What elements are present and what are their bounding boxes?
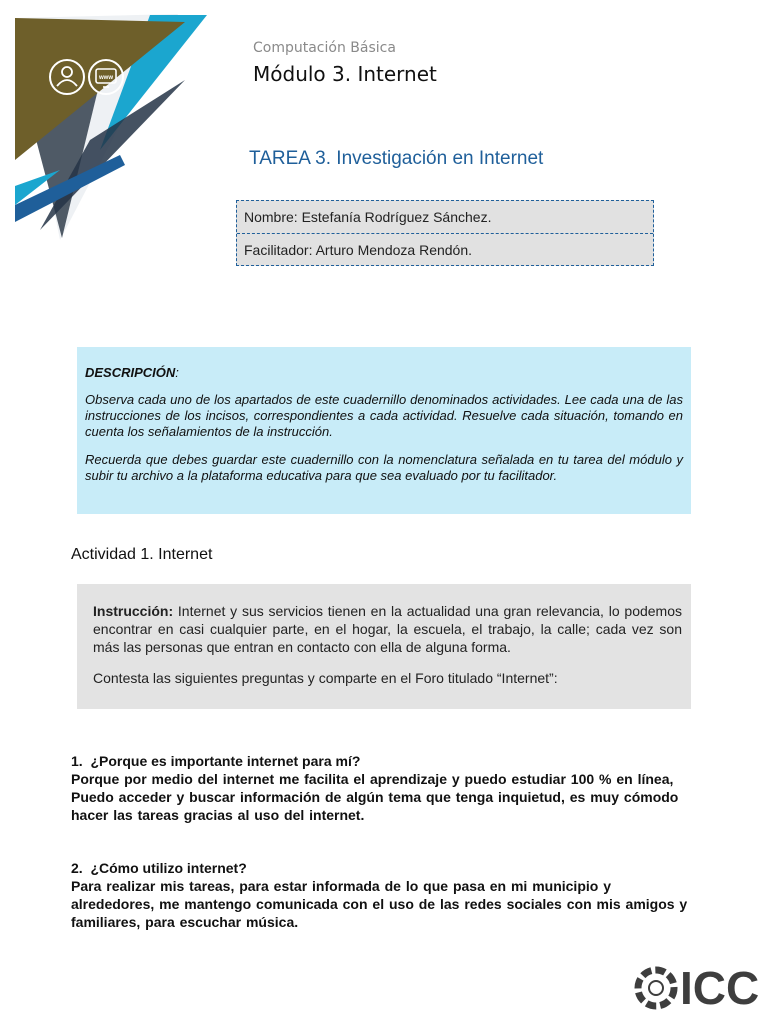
instruction-text: Internet y sus servicios tienen en la actualidad una gran relevancia, lo podemos encontrar en casi cualquier parte, en el hogar, la escuela, el trabajo, la calle; cada vez son más las personas que entran en contacto con ella de alguna forma. <box>93 603 682 655</box>
instruction-paragraph-2: Contesta las siguientes preguntas y comparte en el Foro titulado “Internet”: <box>93 670 558 686</box>
question-answer-2 <box>71 859 693 931</box>
question-1: 1. ¿Porque es importante internet para mí? <box>71 753 361 769</box>
instruction-paragraph <box>93 602 682 656</box>
icc-logo <box>634 964 759 1012</box>
description-heading-colon: : <box>175 365 179 380</box>
description-paragraph-2: Recuerda que debes guardar este cuadernillo con la nomenclatura señalada en tu tarea del módulo y subir tu archivo a la plataforma educativa para que sea evaluado por tu facilitador. <box>85 452 683 483</box>
description-heading-text: DESCRIPCIÓN <box>85 365 176 380</box>
question-2: 2. ¿Cómo utilizo internet? <box>71 860 247 876</box>
www-text: www <box>98 75 114 81</box>
activity-title: Actividad 1. Internet <box>71 546 213 563</box>
module-title: Módulo 3. Internet <box>253 62 437 86</box>
icc-logo-mark <box>638 970 674 1006</box>
student-info-box <box>236 200 654 266</box>
question-answer-1 <box>71 752 693 824</box>
student-name: Nombre: Estefanía Rodríguez Sánchez. <box>244 209 492 225</box>
instruction-box <box>77 584 691 709</box>
facilitator-name: Facilitador: Arturo Mendoza Rendón. <box>237 233 653 265</box>
header-graphic <box>0 0 215 245</box>
answer-1: Porque por medio del internet me facilita el aprendizaje y puedo estudiar 100 % en línea, Puedo acceder y buscar información de algún tema que tenga inquietud, es muy cómodo hacer las tareas gracias al uso del internet. <box>71 771 679 823</box>
description-heading <box>85 365 683 381</box>
instruction-label: Instrucción: <box>93 603 174 619</box>
answer-2: Para realizar mis tareas, para estar informada de lo que pasa en mi municipio y alrededores, me mantengo comunicada con el uso de las redes sociales con mis amigos y familiares, para escuchar música. <box>71 878 688 930</box>
task-title: TAREA 3. Investigación en Internet <box>249 148 544 169</box>
description-box <box>77 347 691 514</box>
course-name: Computación Básica <box>253 40 396 56</box>
icc-logo-text: ICC <box>680 964 759 1012</box>
description-paragraph-1: Observa cada uno de los apartados de este cuadernillo denominados actividades. Lee cada una de las instrucciones de los incisos, correspondientes a cada actividad. Resuelve cada situación, tomando en cuenta los señalamientos de la instrucción. <box>85 392 683 439</box>
